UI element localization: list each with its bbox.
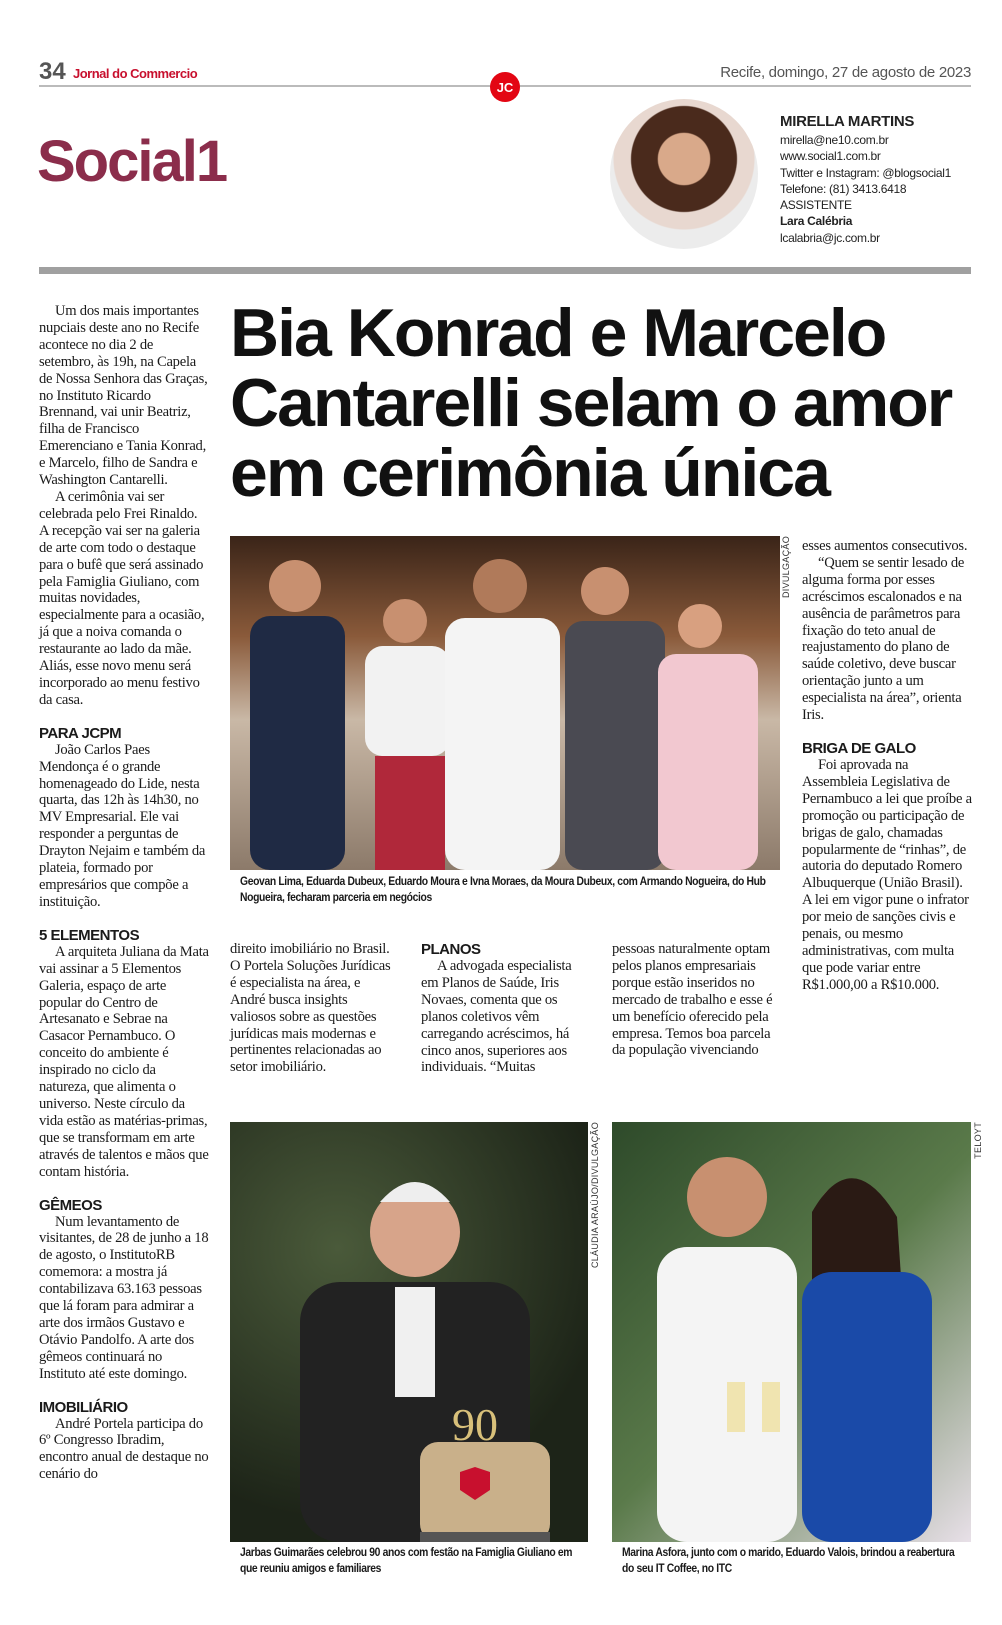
page-number: 34 — [39, 58, 66, 85]
bottom-left-photo — [230, 1122, 588, 1542]
section-title: Social1 — [37, 129, 227, 194]
intro-paragraph: A cerimônia vai ser celebrada pelo Frei Rinaldo. A recepção vai ser na galeria de arte com todo o destaque para o bufê que será assinado pela Famiglia Giuliano, com muitas novidades, especialmente para a ocasião, já que a noiva comanda o restaurante ao lado da mãe. Aliás, esse novo menu será incorporado ao menu festivo da casa. — [39, 488, 205, 708]
author-photo — [610, 99, 758, 249]
jc-logo: JC — [490, 72, 520, 102]
section-text: André Portela participa do 6º Congresso Ibradim, encontro anual de destaque no cenário do — [39, 1415, 209, 1483]
newspaper-name: Jornal do Commercio — [73, 66, 198, 81]
author-box — [780, 112, 951, 246]
photo-caption: Marina Asfora, junto com o marido, Eduardo Valois, brindou a reabertura do seu IT Coffee, no ITC — [622, 1547, 955, 1575]
left-column — [39, 303, 209, 1483]
section-text: A arquiteta Juliana da Mata vai assinar a 5 Elementos Galeria, espaço de arte popular do Centro de Artesanato e Sebrae na Casacor Pernambuco. O conceito do ambiente é inspirado no ciclo da natureza, que alimenta o universo. Neste círculo da vida estão as matérias-primas, que se transformam em arte através de talentos e mãos que contam história. — [39, 943, 209, 1180]
middle-column-2 — [421, 941, 586, 1076]
middle-column-3 — [612, 941, 780, 1059]
section-divider — [39, 267, 971, 274]
continued-text: direito imobiliário no Brasil. O Portela Soluções Jurídicas é especialista na área, e André busca insights valiosos sobre as questões jurídicas mais modernas e pertinentes relacionadas ao setor imobiliário. — [230, 941, 391, 1076]
couple-photo-figures — [612, 1122, 971, 1542]
section-text: Foi aprovada na Assembleia Legislativa de Pernambuco a lei que proíbe a promoção ou participação de brigas de galo, chamadas popularmente de “rinhas”, de autoria do deputado Romero Albuquerque (União Brasil). A lei em vigor pune o infrator por meio de sanções civis e penais, ou mesmo administrativas, com multa que pode variar entre R$1.000,00 a R$10.000. — [802, 756, 972, 993]
author-social: Twitter e Instagram: @blogsocial1 — [780, 165, 952, 180]
cake-topper: 90 — [452, 1399, 498, 1450]
middle-column-1 — [230, 941, 395, 1076]
assistant-email: lcalabria@jc.com.br — [780, 230, 880, 245]
photo-caption: Jarbas Guimarães celebrou 90 anos com festão na Famiglia Giuliano em que reuniu amigos e familiares — [240, 1547, 573, 1575]
section-heading: IMOBILIÁRIO — [39, 1398, 128, 1416]
section-heading: 5 ELEMENTOS — [39, 926, 140, 944]
right-column — [802, 538, 972, 994]
section-text: Num levantamento de visitantes, de 28 de junho a 18 de agosto, o InstitutoRB comemora: a mostra já contabilizava 63.163 pessoas que lá foram para admirar a arte dos irmãos Gustavo e Otávio Pandolfo. A arte dos gêmeos continuará no Instituto até este domingo. — [39, 1213, 209, 1382]
author-site: www.social1.com.br — [780, 149, 881, 164]
bottom-right-photo — [612, 1122, 971, 1542]
photo-credit: CLÁUDIA ARAÚJO/DIVULGAÇÃO — [590, 1122, 600, 1269]
section-heading: GÊMEOS — [39, 1196, 102, 1214]
continued-text: esses aumentos consecutivos. — [802, 538, 968, 554]
assistant-name: Lara Calébria — [780, 214, 853, 229]
author-phone: Telefone: (81) 3413.6418 — [780, 181, 907, 196]
quote-paragraph: “Quem se sentir lesado de alguma forma por esses acréscimos escalonados e na ausência de parâmetros para fixação do teto anual de reajustamento do plano de saúde coletivo, deve buscar orientação junto a um especialista na área”, orienta Iris. — [802, 554, 965, 724]
author-email: mirella@ne10.com.br — [780, 133, 889, 147]
photo-credit: TELOYT — [973, 1122, 983, 1159]
section-text: A advogada especialista em Planos de Saúde, Iris Novaes, comenta que os planos coletivos vêm carregando acréscimos, há cinco anos, superiores aos individuais. “Muitas — [421, 958, 572, 1076]
assistant-label: ASSISTENTE — [780, 198, 852, 213]
group-photo-figures — [230, 536, 780, 870]
section-text: João Carlos Paes Mendonça é o grande homenageado do Lide, nesta quarta, das 12h às 14h30, no MV Empresarial. Ele vai responder a perguntas de Drayton Nejaim e também da plateia, formado por empresários que compõe a instituição. — [39, 741, 206, 910]
section-heading: BRIGA DE GALO — [802, 739, 916, 757]
section-heading: PARA JCPM — [39, 724, 122, 742]
intro-paragraph: Um dos mais importantes nupciais deste ano no Recife acontece no dia 2 de setembro, às 19h, na Capela de Nossa Senhora das Graças, no Instituto Ricardo Brennand, vai unir Beatriz, filha de Francisco Emerenciano e Tania Konrad, e Marcelo, filho de Sandra e Washington Cantarelli. — [39, 303, 208, 489]
main-photo — [230, 536, 780, 870]
birthday-photo-figures — [230, 1122, 588, 1542]
date-line: Recife, domingo, 27 de agosto de 2023 — [720, 64, 971, 81]
section-heading: PLANOS — [421, 941, 481, 958]
photo-caption: Geovan Lima, Eduarda Dubeux, Eduardo Moura e Ivna Moraes, da Moura Dubeux, com Armando Nogueira, do Hub Nogueira, fecharam parceria em negócios — [240, 876, 766, 904]
photo-credit: DIVULGAÇÃO — [781, 536, 791, 599]
headline: Bia Konrad e Marcelo Cantarelli selam o amor em cerimônia única — [230, 295, 952, 511]
continued-text: pessoas naturalmente optam pelos planos empresariais porque estão inseridos no mercado de trabalho e esse é um benefício oferecido pela empresa. Temos boa parcela da população vivenciando — [612, 941, 773, 1059]
author-name: MIRELLA MARTINS — [780, 113, 915, 130]
